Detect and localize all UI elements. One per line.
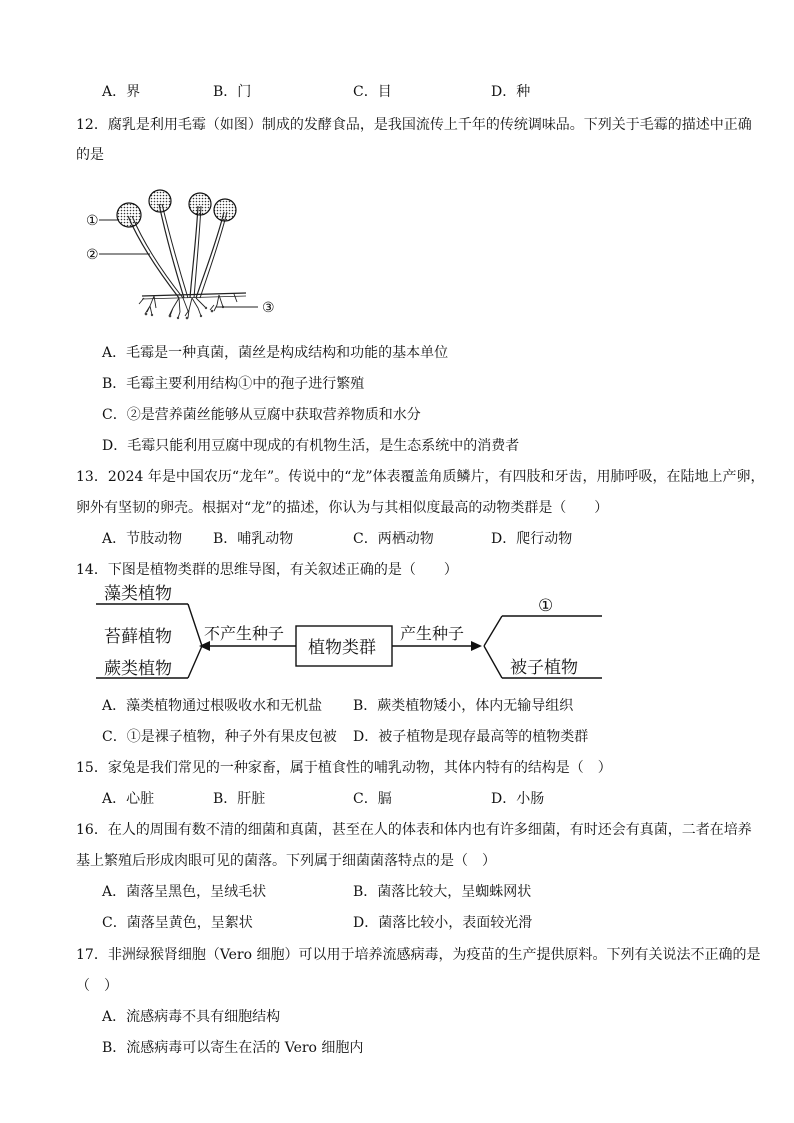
- q12-stem-line1: 12．腐乳是利用毛霉（如图）制成的发酵食品，是我国流传上千年的传统调味品。下列关于毛霉的描述中正确: [76, 117, 752, 133]
- q17-option-b: B．流感病毒可以寄生在活的 Vero 细胞内: [102, 1040, 364, 1056]
- q16-option-a: A．菌落呈黑色，呈绒毛状: [102, 884, 267, 900]
- q12-option-d: D．毛霉只能利用豆腐中现成的有机物生活，是生态系统中的消费者: [102, 438, 520, 454]
- q12-option-b: B．毛霉主要利用结构①中的孢子进行繁殖: [102, 376, 365, 392]
- mucor-figure: [84, 182, 284, 332]
- q13-option-a: A．节肢动物: [102, 531, 183, 547]
- figure-label-3: ③: [262, 300, 275, 316]
- q15-option-c: C．膈: [353, 791, 392, 807]
- q12-stem-line2: 的是: [76, 147, 104, 163]
- q13-option-c: C．两栖动物: [353, 531, 434, 547]
- q14-stem: 14．下图是植物类群的思维导图，有关叙述正确的是（ ）: [76, 562, 458, 578]
- q11-option-d: D．种: [491, 84, 531, 100]
- q17-stem-line2: （ ）: [76, 978, 118, 994]
- right-arrow-label: 产生种子: [400, 624, 465, 643]
- q13-option-b: B．哺乳动物: [213, 531, 294, 547]
- left-item-fern: 蕨类植物: [104, 659, 172, 679]
- figure-label-1: ①: [86, 213, 99, 229]
- left-item-moss: 苔藓植物: [104, 627, 172, 647]
- q15-option-a: A．心脏: [102, 791, 155, 807]
- left-arrow-label: 不产生种子: [204, 624, 285, 643]
- q11-option-b: B．门: [213, 84, 252, 100]
- q14-option-b: B．蕨类植物矮小，体内无输导组织: [353, 698, 574, 714]
- q11-option-a: A．界: [102, 84, 141, 100]
- q17-option-a: A．流感病毒不具有细胞结构: [102, 1009, 281, 1025]
- q16-option-b: B．菌落比较大，呈蜘蛛网状: [353, 884, 532, 900]
- right-item-angiosperm: 被子植物: [510, 658, 578, 678]
- q14-option-c: C．①是裸子植物，种子外有果皮包被: [102, 729, 337, 745]
- left-item-algae: 藻类植物: [104, 584, 172, 604]
- q15-stem: 15．家兔是我们常见的一种家畜，属于植食性的哺乳动物，其体内特有的结构是（ ）: [76, 760, 612, 776]
- q14-option-d: D．被子植物是现存最高等的植物类群: [353, 729, 589, 745]
- q17-stem-line1: 17．非洲绿猴肾细胞（Vero 细胞）可以用于培养流感病毒，为疫苗的生产提供原料。下列有关说法不正确的是: [76, 947, 761, 963]
- q16-option-d: D．菌落比较小，表面较光滑: [353, 915, 533, 931]
- q13-stem-line1: 13．2024 年是中国农历“龙年”。传说中的“龙”体表覆盖角质鳞片，有四肢和牙齿，用肺呼吸，在陆地上产卵，: [76, 469, 765, 485]
- q13-option-d: D．爬行动物: [491, 531, 573, 547]
- q15-option-d: D．小肠: [491, 791, 545, 807]
- q12-option-a: A．毛霉是一种真菌，菌丝是构成结构和功能的基本单位: [102, 345, 449, 361]
- q16-stem-line2: 基上繁殖后形成肉眼可见的菌落。下列属于细菌菌落特点的是（ ）: [76, 853, 496, 869]
- right-item-1: ①: [538, 596, 554, 616]
- q15-option-b: B．肝脏: [213, 791, 266, 807]
- q16-stem-line1: 16．在人的周围有数不清的细菌和真菌，甚至在人的体表和体内也有许多细菌，有时还会有真菌，二者在培养: [76, 822, 752, 838]
- q16-option-c: C．菌落呈黄色，呈絮状: [102, 915, 253, 931]
- q13-stem-line2: 卵外有坚韧的卵壳。根据对“龙”的描述，你认为与其相似度最高的动物类群是（ ）: [76, 500, 609, 516]
- q12-option-c: C．②是营养菌丝能够从豆腐中获取营养物质和水分: [102, 407, 421, 423]
- plant-groups-mindmap: [96, 584, 606, 690]
- q14-option-a: A．藻类植物通过根吸收水和无机盐: [102, 698, 323, 714]
- center-box-label: 植物类群: [308, 638, 376, 658]
- q11-option-c: C．目: [353, 84, 392, 100]
- figure-label-2: ②: [86, 247, 99, 263]
